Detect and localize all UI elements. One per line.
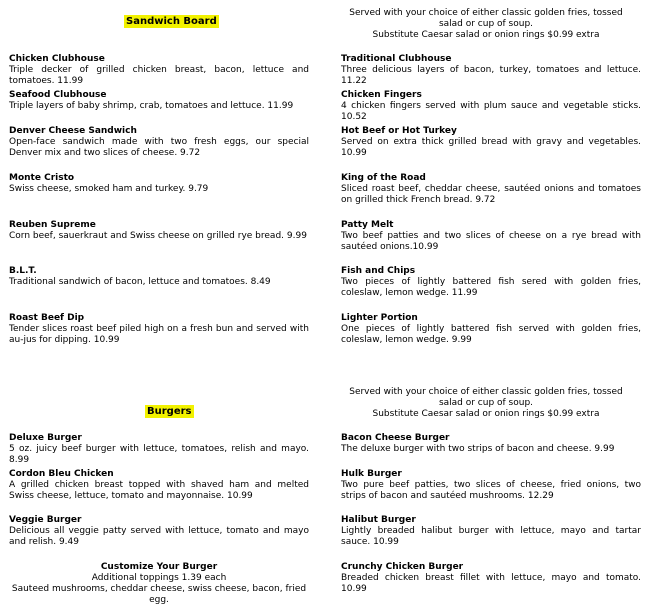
substitute-text: Substitute Caesar salad or onion rings $0.99 extra [372, 30, 600, 40]
menu-item [9, 54, 309, 87]
menu-item [341, 562, 641, 595]
menu-item [341, 469, 641, 502]
item-description: Served on extra thick grilled bread with gravy and vegetables. 10.99 [341, 137, 641, 158]
menu-item [9, 313, 309, 346]
menu-item [9, 90, 309, 112]
item-name: Cordon Bleu Chicken [9, 469, 114, 479]
item-name: Seafood Clubhouse [9, 90, 107, 100]
section-heading-sandwich-board: Sandwich Board [126, 16, 217, 27]
item-name: King of the Road [341, 173, 426, 183]
item-name: Hulk Burger [341, 469, 402, 479]
item-name: Hot Beef or Hot Turkey [341, 126, 457, 136]
item-name: Traditional Clubhouse [341, 54, 452, 64]
item-description: Sliced roast beef, cheddar cheese, sautéed onions and tomatoes on grilled thick French bread. 9.72 [341, 184, 641, 205]
served-with-note [336, 387, 636, 420]
item-name: Monte Cristo [9, 173, 75, 183]
item-description: A grilled chicken breast topped with shaved ham and melted Swiss cheese, lettuce, tomato and mayonnaise. 10.99 [9, 480, 309, 501]
item-name: Bacon Cheese Burger [341, 433, 450, 443]
menu-item [9, 220, 309, 242]
menu-item [341, 220, 641, 253]
item-name: Crunchy Chicken Burger [341, 562, 464, 572]
menu-item [341, 266, 641, 299]
menu-item [9, 469, 309, 502]
menu-item [341, 90, 641, 123]
item-description: The deluxe burger with two strips of bacon and cheese. 9.99 [341, 444, 615, 454]
menu-item [9, 126, 309, 159]
served-with-note [336, 8, 636, 41]
item-description: Swiss cheese, smoked ham and turkey. 9.79 [9, 184, 209, 194]
menu-item [9, 266, 309, 288]
customize-line-1: Additional toppings 1.39 each [91, 573, 227, 583]
menu-item [341, 313, 641, 346]
item-name: B.L.T. [9, 266, 37, 276]
customize-title: Customize Your Burger [100, 562, 218, 572]
item-name: Chicken Clubhouse [9, 54, 105, 64]
item-description: Open-face sandwich made with two fresh eggs, our special Denver mix and two slices of cheese. 9.72 [9, 137, 309, 158]
section-heading-burgers: Burgers [147, 406, 192, 417]
item-name: Reuben Supreme [9, 220, 96, 230]
menu-item [9, 515, 309, 548]
item-name: Deluxe Burger [9, 433, 82, 443]
item-description: Triple layers of baby shrimp, crab, tomatoes and lettuce. 11.99 [9, 101, 294, 111]
item-name: Roast Beef Dip [9, 313, 85, 323]
item-description: Corn beef, sauerkraut and Swiss cheese on grilled rye bread. 9.99 [9, 231, 307, 241]
item-name: Lighter Portion [341, 313, 418, 323]
customize-burger-note [9, 562, 309, 606]
substitute-text: Substitute Caesar salad or onion rings $0.99 extra [372, 409, 600, 419]
item-description: Two pure beef patties, two slices of cheese, fried onions, two strips of bacon and sautéed mushrooms. 12.29 [341, 480, 641, 501]
item-name: Halibut Burger [341, 515, 416, 525]
item-description: Two beef patties and two slices of cheese on a rye bread with sautéed onions.10.99 [341, 231, 641, 252]
item-name: Chicken Fingers [341, 90, 422, 100]
menu-item [341, 173, 641, 206]
item-description: 4 chicken fingers served with plum sauce and vegetable sticks. 10.52 [341, 101, 641, 122]
menu-item [341, 433, 641, 455]
item-description: Three delicious layers of bacon, turkey, tomatoes and lettuce. 11.22 [341, 65, 641, 86]
menu-item [341, 515, 641, 548]
menu-item [9, 433, 309, 466]
menu-item [341, 126, 641, 159]
item-name: Fish and Chips [341, 266, 416, 276]
customize-line-2: Sauteed mushrooms, cheddar cheese, swiss cheese, bacon, fried egg. [11, 584, 307, 605]
item-name: Veggie Burger [9, 515, 82, 525]
item-description: Breaded chicken breast fillet with lettuce, mayo and tomato. 10.99 [341, 573, 641, 594]
item-name: Patty Melt [341, 220, 394, 230]
menu-item [341, 54, 641, 87]
item-description: Lightly breaded halibut burger with lettuce, mayo and tartar sauce. 10.99 [341, 526, 641, 547]
item-description: 5 oz. juicy beef burger with lettuce, tomatoes, relish and mayo. 8.99 [9, 444, 309, 465]
served-with-text: Served with your choice of either classic golden fries, tossed salad or cup of soup. [349, 8, 623, 29]
served-with-text: Served with your choice of either classic golden fries, tossed salad or cup of soup. [349, 387, 623, 408]
item-description: Two pieces of lightly battered fish sered with golden fries, coleslaw, lemon wedge. 11.99 [341, 277, 641, 298]
item-description: Traditional sandwich of bacon, lettuce and tomatoes. 8.49 [9, 277, 271, 287]
menu-item [9, 173, 309, 195]
item-description: Delicious all veggie patty served with lettuce, tomato and mayo and relish. 9.49 [9, 526, 309, 547]
item-description: Triple decker of grilled chicken breast, bacon, lettuce and tomatoes. 11.99 [9, 65, 309, 86]
item-description: One pieces of lightly battered fish served with golden fries, coleslaw, lemon wedge. 9.99 [341, 324, 641, 345]
item-description: Tender slices roast beef piled high on a fresh bun and served with au-jus for dipping. 10.99 [9, 324, 309, 345]
item-name: Denver Cheese Sandwich [9, 126, 137, 136]
